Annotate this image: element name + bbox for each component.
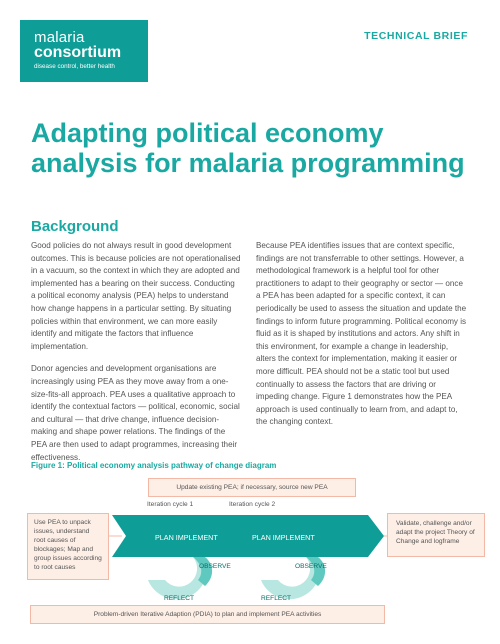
iteration-cycle-1-label: Iteration cycle 1 (147, 501, 194, 508)
document-type-label: TECHNICAL BRIEF (364, 30, 468, 42)
logo-line-2: consortium (34, 44, 122, 61)
left-column (31, 240, 241, 474)
unpack-issues-box: Use PEA to unpack issues, understand root causes of blockages; Map and group issues according to root causes (27, 513, 109, 580)
cycle-1-plan-label: PLAN IMPLEMENT (155, 533, 218, 542)
paragraph: Good policies do not always result in good development outcomes. This is because policies are not operationalised in a vacuum, so the context in which they are adopted and implemented has a bearing on their success. Conducting a political economy analysis (PEA) helps to understand how change happens in a particular setting. By situating policies within that environment, we can more easily identify and mitigate the factors that influence implementation. (31, 241, 241, 351)
pathway-of-change-diagram (0, 470, 500, 644)
logo-line-1: malaria (34, 29, 85, 46)
update-pea-box: Update existing PEA; if necessary, source new PEA (148, 478, 356, 497)
malaria-consortium-logo (20, 20, 148, 82)
page-title: Adapting political economy analysis for malaria programming (31, 118, 465, 178)
cycle-2-reflect-label: REFLECT (261, 595, 292, 602)
cycle-2-plan-label: PLAN IMPLEMENT (252, 533, 315, 542)
validate-toc-box: Validate, challenge and/or adapt the project Theory of Change and logframe (387, 513, 485, 557)
right-column (256, 240, 468, 439)
figure-title: Figure 1: Political economy analysis pathway of change diagram (31, 461, 277, 470)
cycle-2-observe-label: OBSERVE (295, 563, 327, 570)
pdia-box: Problem-driven Iterative Adaption (PDIA) to plan and implement PEA activities (30, 605, 385, 624)
logo-tagline: disease control, better health (34, 63, 115, 70)
cycle-1-reflect-label: REFLECT (164, 595, 195, 602)
paragraph: Because PEA identifies issues that are context specific, findings are not transferrable to other settings. However, a methodological framework is a helpful tool for other practitioners to adapt to their geography or sector — once a PEA has been adapted for a specific context, it can periodically be used to assess the situation and update the findings to inform future programming. Political economy is fluid as it is shaped by institutions and actors. Any shift in this environment, for example a change in leadership, alters the context for implementation, making it easier or more difficult. PEA should not be a static tool but used continually to assess the factors that are driving or impeding change. Figure 1 demonstrates how the PEA approach is used continually to learn from, and adapt to, the changing context. (256, 241, 467, 427)
section-heading: Background (31, 218, 119, 235)
cycle-1-observe-label: OBSERVE (199, 563, 231, 570)
main-arrow (112, 515, 384, 557)
iteration-cycle-2-label: Iteration cycle 2 (229, 501, 276, 508)
paragraph: Donor agencies and development organisations are increasingly using PEA as they move away from a one-size-fits-all approach. PEA uses a qualitative approach to identify the contextual factors — political, economic, social and cultural — that drive change, influence decision-making and shape power relations. The findings of the PEA are then used to adapt programmes, increasing their effectiveness. (31, 364, 240, 462)
